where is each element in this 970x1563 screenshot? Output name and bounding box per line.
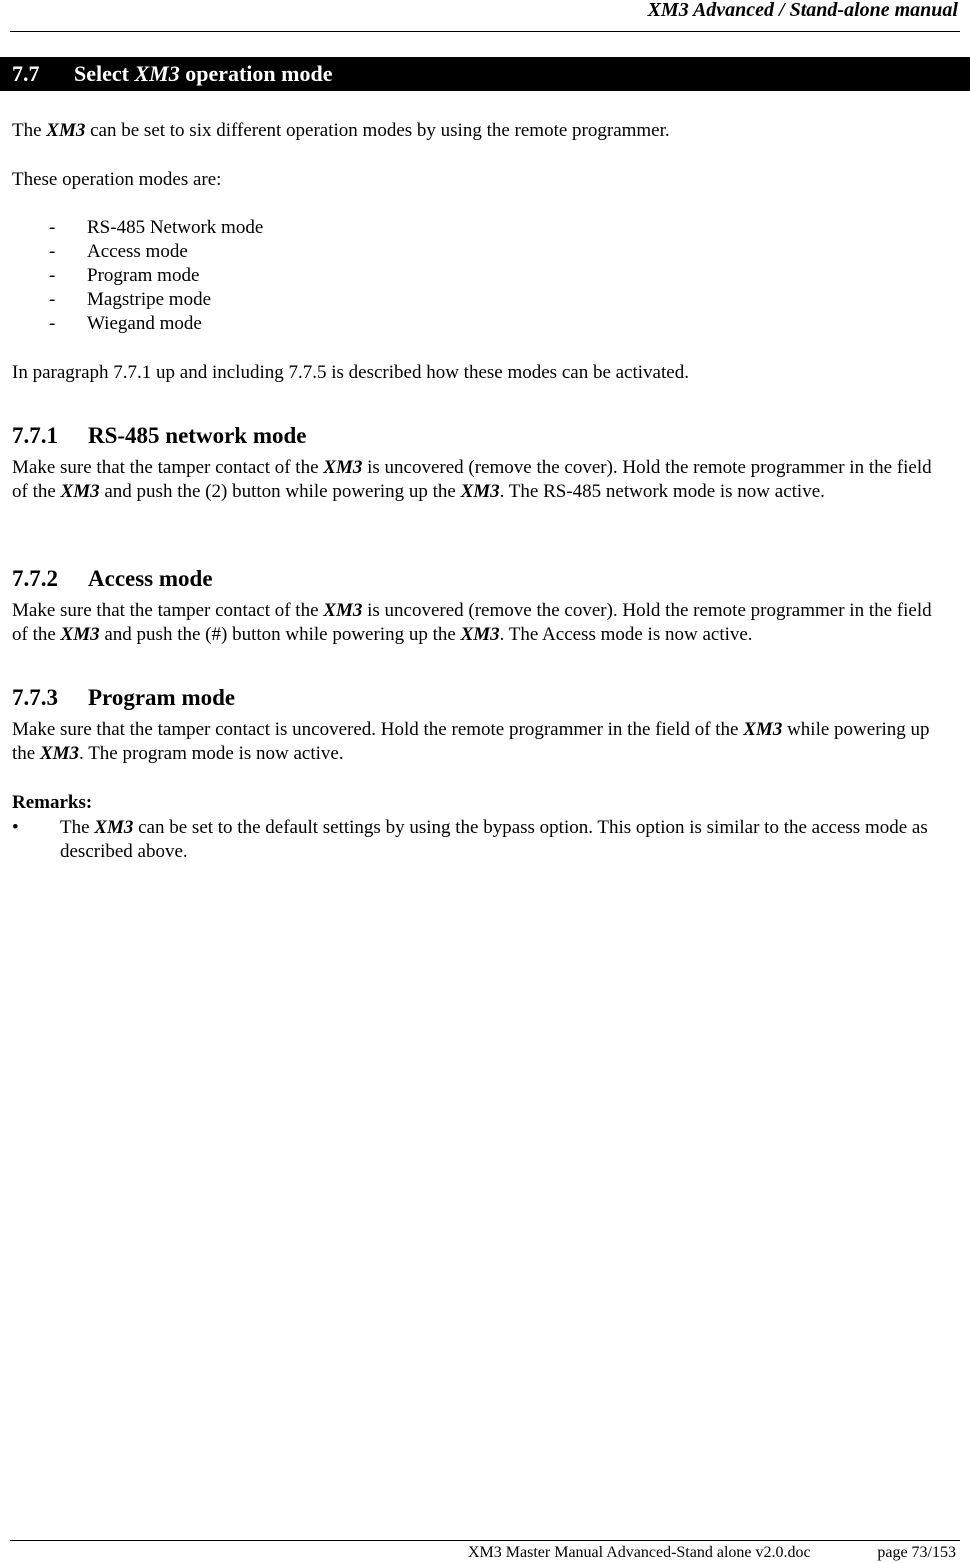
section-title-product: XM3	[134, 61, 180, 86]
footer-rule	[10, 1540, 960, 1541]
footer-document-name: XM3 Master Manual Advanced-Stand alone v2.0.doc	[468, 1544, 811, 1561]
program-paragraph: Make sure that the tamper contact is uncovered. Hold the remote programmer in the field of the XM3 while powering up the XM3. The program mode is now active.	[12, 719, 930, 764]
header-rule	[10, 31, 960, 32]
subsection-heading-7-7-3: 7.7.3 Program mode	[12, 685, 236, 710]
modes-reference-paragraph: In paragraph 7.7.1 up and including 7.7.5 is described how these modes can be activated.	[12, 362, 689, 383]
modes-intro: These operation modes are:	[12, 169, 222, 190]
remarks-label: Remarks:	[12, 792, 93, 813]
list-item: - Program mode	[49, 265, 200, 286]
section-heading	[0, 57, 970, 91]
list-item: - Wiegand mode	[49, 313, 202, 334]
section-title: Select XM3 operation mode	[74, 61, 333, 86]
section-number: 7.7	[12, 61, 40, 86]
footer-page-number: page 73/153	[877, 1544, 956, 1561]
list-item: - Magstripe mode	[49, 289, 212, 310]
page-header-title: XM3 Advanced / Stand-alone manual	[647, 0, 958, 21]
subsection-heading-7-7-2: 7.7.2 Access mode	[12, 566, 213, 591]
intro-paragraph: The XM3 can be set to six different operation modes by using the remote programmer.	[12, 120, 670, 141]
access-paragraph: Make sure that the tamper contact of the XM3 is uncovered (remove the cover). Hold the remote programmer in the field of the XM3 and push the (#) button while powering up the XM3. The Access mode is now active.	[12, 600, 932, 645]
rs485-paragraph: Make sure that the tamper contact of the XM3 is uncovered (remove the cover). Hold the remote programmer in the field of the XM3 and push the (2) button while powering up the XM3. The RS-485 network mode is now active.	[12, 457, 932, 502]
remarks-bullet-item: • The XM3 can be set to the default settings by using the bypass option. This option is similar to the access mode as described above.	[12, 817, 928, 862]
bullet-icon: •	[12, 817, 19, 838]
subsection-heading-7-7-1: 7.7.1 RS-485 network mode	[12, 423, 307, 448]
product-name: XM3	[46, 120, 86, 141]
list-item: - Access mode	[49, 241, 188, 262]
list-item: - RS-485 Network mode	[49, 217, 264, 238]
